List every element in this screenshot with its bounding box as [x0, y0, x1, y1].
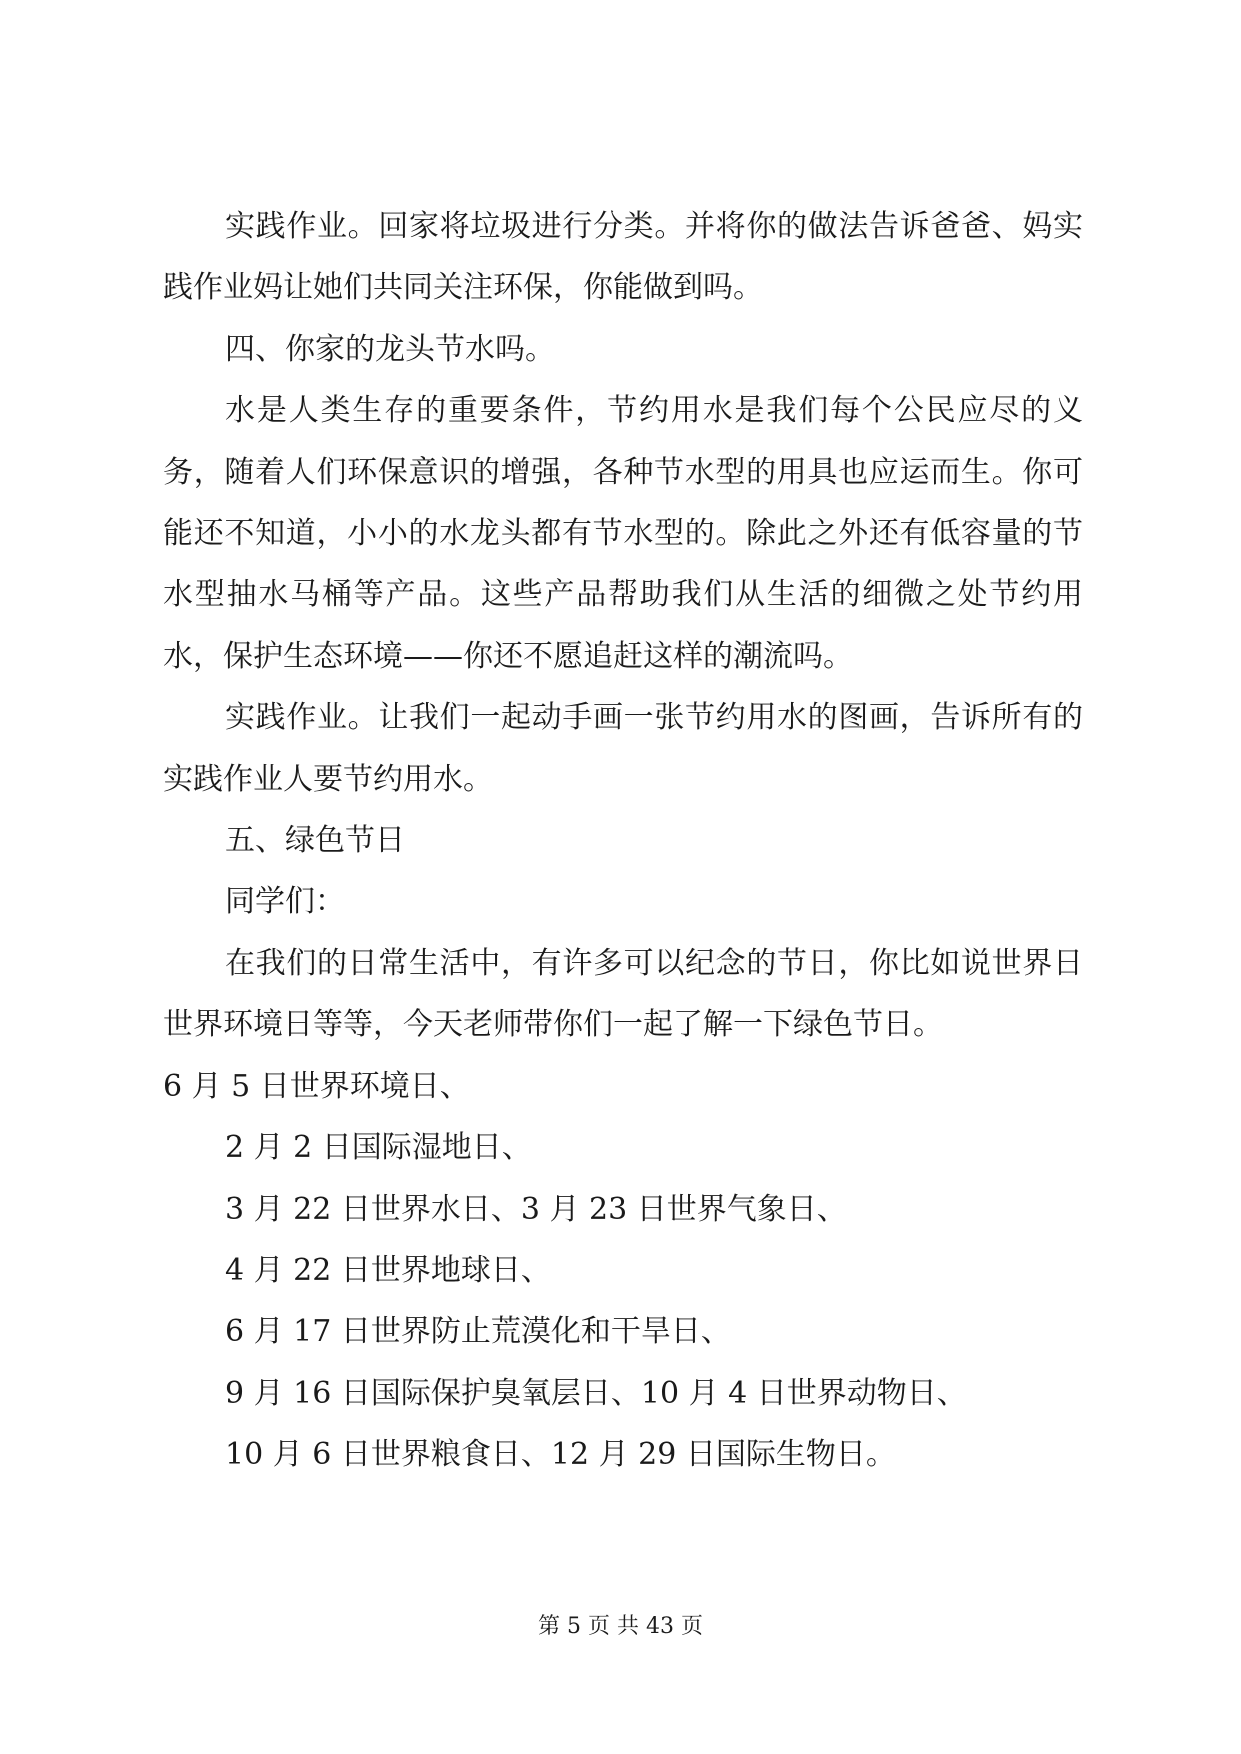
page-number-footer: 第 5 页 共 43 页 — [538, 1614, 703, 1639]
date-line-2: 2 月 2 日国际湿地日、 — [225, 1130, 532, 1166]
paragraph-sorting-homework: 实践作业。回家将垃圾进行分类。并将你的做法告诉爸爸、妈实践作业妈让她们共同关注环保，你能做到吗。 — [163, 209, 1083, 306]
paragraph-water-saving: 水是人类生存的重要条件，节约用水是我们每个公民应尽的义务，随着人们环保意识的增强，各种节水型的用具也应运而生。你可能还不知道，小小的水龙头都有节水型的。除此之外还有低容量的节水型抽水马桶等产品。这些产品帮助我们从生活的细微之处节约用水，保护生态环境——你还不愿追赶这样的潮流吗。 — [163, 393, 1083, 674]
heading-section-four: 四、你家的龙头节水吗。 — [225, 331, 555, 367]
paragraph-green-holidays-intro: 在我们的日常生活中，有许多可以纪念的节日，你比如说世界日世界环境日等等，今天老师带你们一起了解一下绿色节日。 — [163, 945, 1083, 1043]
date-line-1: 6 月 5 日世界环境日、 — [163, 1068, 470, 1104]
salutation: 同学们： — [225, 884, 345, 920]
date-line-5: 6 月 17 日世界防止荒漠化和干旱日、 — [225, 1314, 731, 1350]
date-line-4: 4 月 22 日世界地球日、 — [225, 1252, 551, 1288]
date-line-3: 3 月 22 日世界水日、3 月 23 日世界气象日、 — [225, 1191, 847, 1227]
date-line-7: 10 月 6 日世界粮食日、12 月 29 日国际生物日。 — [225, 1437, 896, 1473]
document-body — [163, 196, 1083, 1486]
date-line-6: 9 月 16 日国际保护臭氧层日、10 月 4 日世界动物日、 — [225, 1375, 967, 1411]
paragraph-drawing-homework: 实践作业。让我们一起动手画一张节约用水的图画，告诉所有的实践作业人要节约用水。 — [163, 700, 1083, 797]
heading-section-five: 五、绿色节日 — [225, 823, 405, 859]
